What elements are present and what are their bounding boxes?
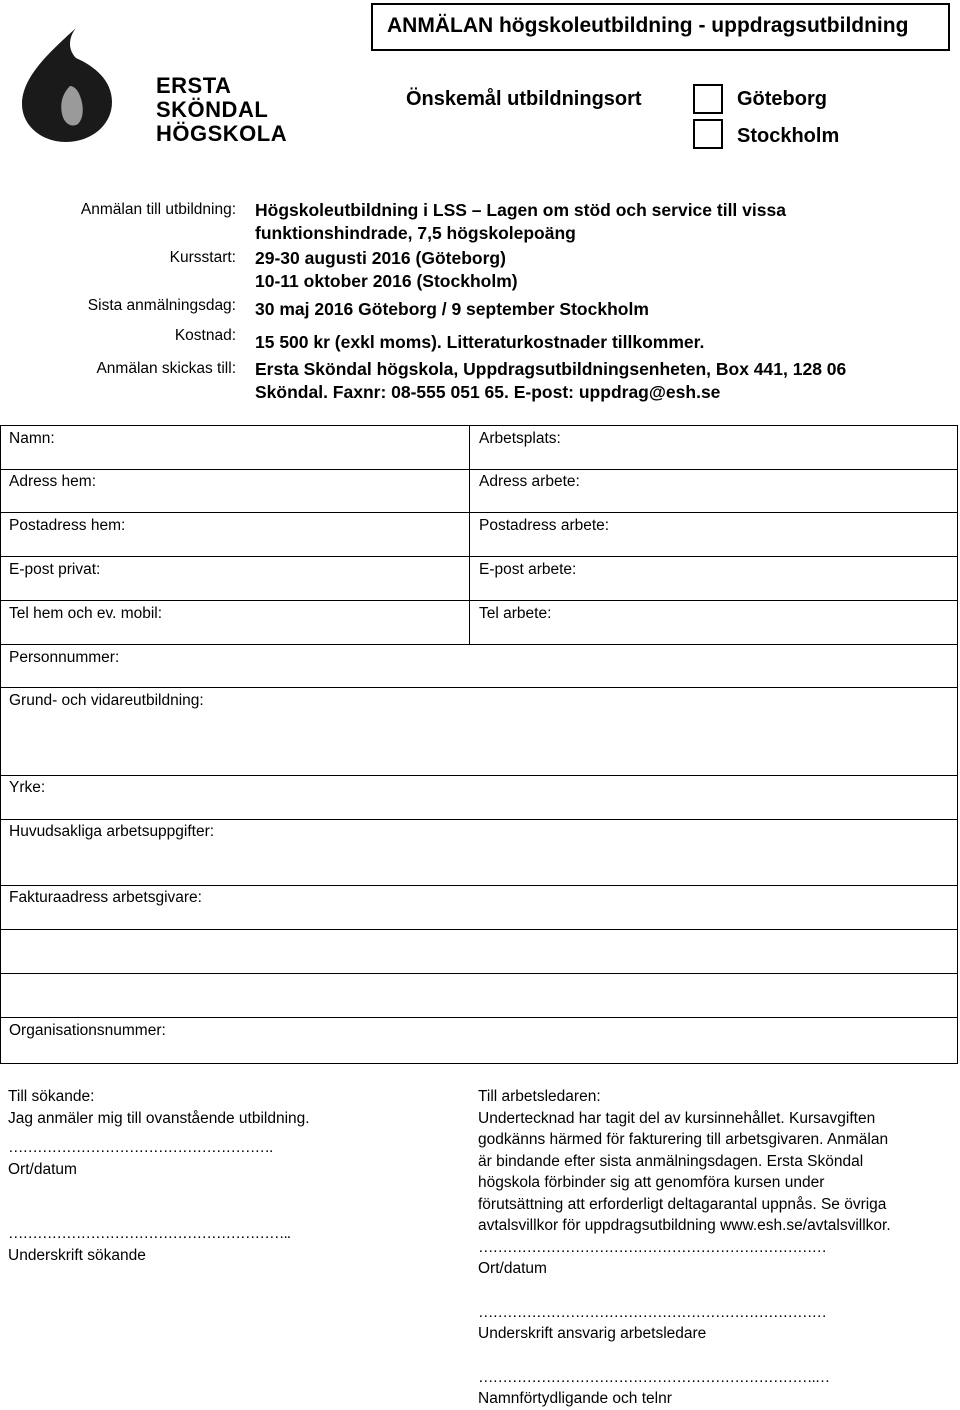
fakturaadress-field-2[interactable] [1,930,957,972]
yrke-label: Yrke: [9,779,46,796]
epost-privat-label: E-post privat: [9,561,101,578]
applicant-ort-datum-label: Ort/datum [8,1160,77,1178]
applicant-signature-line[interactable]: ………………………………………………….. [8,1225,291,1242]
column-divider [469,426,470,644]
epost-arbete-field[interactable] [601,557,955,599]
epost-privat-field[interactable] [131,557,467,599]
utbildning-label: Grund- och vidareutbildning: [9,692,204,709]
skickas-value [255,358,846,404]
skickas-line1: Ersta Sköndal högskola, Uppdragsutbildningsenheten, Box 441, 128 06 [255,359,847,379]
manager-text-line: godkänns härmed för fakturering till arbetsgivaren. Anmälan [478,1131,889,1148]
manager-ort-datum-label: Ort/datum [478,1260,547,1277]
logo-text-ersta: ERSTA [156,73,232,98]
arbetsplats-field[interactable] [581,426,955,468]
manager-name-line[interactable]: …………………………………………………………….… [478,1368,830,1386]
stockholm-option-label: Stockholm [737,125,840,147]
arbetsplats-label: Arbetsplats: [479,430,561,447]
tel-hem-label: Tel hem och ev. mobil: [9,605,163,622]
row-divider [1,819,957,820]
manager-text-line: avtalsvillkor för uppdragsutbildning www.esh.se/avtalsvillkor. [478,1217,891,1234]
postadress-arbete-label: Postadress arbete: [479,517,610,534]
personnummer-field[interactable] [141,645,955,686]
namn-label: Namn: [9,430,55,447]
applicant-statement: Jag anmäler mig till ovanstående utbildning. [8,1109,310,1127]
kursstart-value [255,247,518,293]
goteborg-option-label: Göteborg [737,88,827,110]
fakturaadress-field-1[interactable] [221,886,955,928]
fakturaadress-label: Fakturaadress arbetsgivare: [9,889,202,906]
goteborg-checkbox[interactable] [693,84,723,114]
stockholm-checkbox[interactable] [693,119,723,149]
adress-arbete-field[interactable] [601,470,955,511]
skickas-label: Anmälan skickas till: [96,360,236,377]
applicant-section [8,1086,310,1266]
epost-arbete-label: E-post arbete: [479,561,577,578]
title-box [371,3,950,51]
kursstart-line1: 29-30 augusti 2016 (Göteborg) [255,248,506,268]
manager-text-line: är bindande efter sista anmälningsdagen. Ersta Sköndal [478,1152,864,1170]
arbetsuppgifter-field[interactable] [1,846,957,884]
row-divider [1,687,957,688]
sista-anmalningsdag-value: 30 maj 2016 Göteborg / 9 september Stockholm [255,299,649,319]
skickas-line2: Sköndal. Faxnr: 08-555 051 65. E-post: uppdrag@esh.se [255,382,721,402]
manager-signature-label: Underskrift ansvarig arbetsledare [478,1325,707,1342]
applicant-heading: Till sökande: [8,1088,95,1105]
organisationsnummer-label: Organisationsnummer: [9,1022,166,1039]
tel-hem-field[interactable] [191,601,467,643]
adress-arbete-label: Adress arbete: [479,473,580,490]
adress-hem-field[interactable] [121,470,467,511]
page-title: ANMÄLAN högskoleutbildning - uppdragsutbildning [387,14,909,37]
applicant-date-line[interactable]: ………………………………………………. [8,1139,273,1156]
postadress-hem-label: Postadress hem: [9,517,126,534]
postadress-arbete-field[interactable] [631,513,955,555]
registration-form [0,425,958,1064]
logo-text-hogskola: HÖGSKOLA [156,121,288,146]
manager-signature-line[interactable]: ……………………………………………………………… [478,1303,826,1321]
utbildning-field[interactable] [1,716,957,774]
flame-logo-icon [20,28,120,143]
personnummer-label: Personnummer: [9,649,120,666]
kostnad-label: Kostnad: [174,327,236,344]
course-name [255,199,786,245]
logo-text-skondal: SKÖNDAL [156,97,269,122]
manager-text-line: förutsättning att erforderligt deltagarantal uppnås. Se övriga [478,1195,887,1213]
anmalan-label: Anmälan till utbildning: [80,201,236,218]
kursstart-label: Kursstart: [169,249,236,266]
tel-arbete-label: Tel arbete: [479,605,552,622]
manager-text-line: Undertecknad har tagit del av kursinnehållet. Kursavgiften [478,1109,876,1127]
fakturaadress-field-3[interactable] [1,974,957,1016]
applicant-signature-label: Underskrift sökande [8,1246,146,1264]
manager-section [478,1086,891,1410]
manager-name-label: Namnförtydligande och telnr [478,1390,672,1407]
course-name-line1: Högskoleutbildning i LSS – Lagen om stöd och service till vissa [255,200,786,220]
tel-arbete-field[interactable] [571,601,955,643]
manager-text-line: högskola förbinder sig att genomföra kursen under [478,1174,825,1191]
arbetsuppgifter-label: Huvudsakliga arbetsuppgifter: [9,823,215,840]
kostnad-value: 15 500 kr (exkl moms). Litteraturkostnader tillkommer. [255,332,705,352]
adress-hem-label: Adress hem: [9,473,97,490]
manager-heading: Till arbetsledaren: [478,1088,601,1105]
location-label: Önskemål utbildningsort [406,88,642,110]
sista-anmalningsdag-label: Sista anmälningsdag: [87,297,236,314]
course-name-line2: funktionshindrade, 7,5 högskolepoäng [255,223,576,243]
kursstart-line2: 10-11 oktober 2016 (Stockholm) [255,271,518,291]
manager-date-line[interactable]: ……………………………………………………………… [478,1238,826,1256]
namn-field[interactable] [91,426,467,468]
postadress-hem-field[interactable] [151,513,467,555]
organisationsnummer-field[interactable] [191,1018,955,1062]
yrke-field[interactable] [61,776,955,818]
